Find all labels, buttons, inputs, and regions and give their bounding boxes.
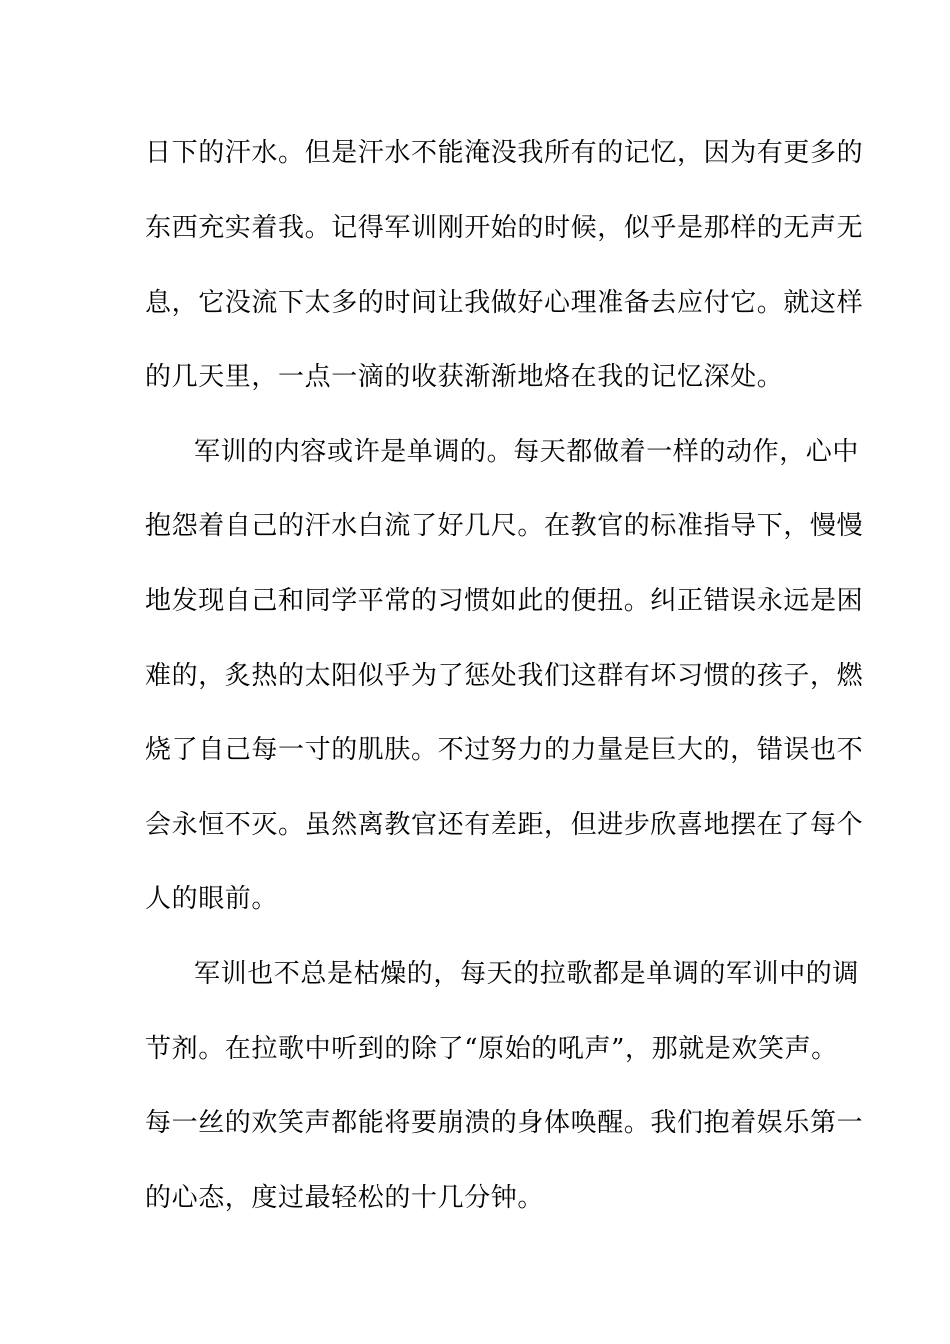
text-line: 每一丝的欢笑声都能将要崩溃的身体唤醒。我们抱着娱乐第一 xyxy=(145,1108,864,1138)
text-line: 人的眼前。 xyxy=(145,884,279,914)
text-line: 息，它没流下太多的时间让我做好心理准备去应付它。就这样 xyxy=(145,288,864,318)
text-line: 东西充实着我。记得军训刚开始的时候，似乎是那样的无声无 xyxy=(145,213,864,243)
text-line: 难的，炙热的太阳似乎为了惩处我们这群有坏习惯的孩子，燃 xyxy=(145,661,864,691)
text-line: 节剂。在拉歌中听到的除了“原始的吼声”，那就是欢笑声。 xyxy=(145,1034,838,1064)
text-line: 抱怨着自己的汗水白流了好几尺。在教官的标准指导下，慢慢 xyxy=(145,511,864,541)
text-line: 地发现自己和同学平常的习惯如此的便扭。纠正错误永远是困 xyxy=(145,586,864,616)
text-line: 军训的内容或许是单调的。每天都做着一样的动作，心中 xyxy=(194,437,860,467)
text-line: 日下的汗水。但是汗水不能淹没我所有的记忆，因为有更多的 xyxy=(145,138,864,168)
text-line: 会永恒不灭。虽然离教官还有差距，但进步欣喜地摆在了每个 xyxy=(145,810,864,840)
text-line: 军训也不总是枯燥的，每天的拉歌都是单调的军训中的调 xyxy=(194,959,860,989)
text-line: 的几天里，一点一滴的收获渐渐地烙在我的记忆深处。 xyxy=(145,362,784,392)
text-line: 的心态，度过最轻松的十几分钟。 xyxy=(145,1183,545,1213)
text-line: 烧了自己每一寸的肌肤。不过努力的力量是巨大的，错误也不 xyxy=(145,735,864,765)
